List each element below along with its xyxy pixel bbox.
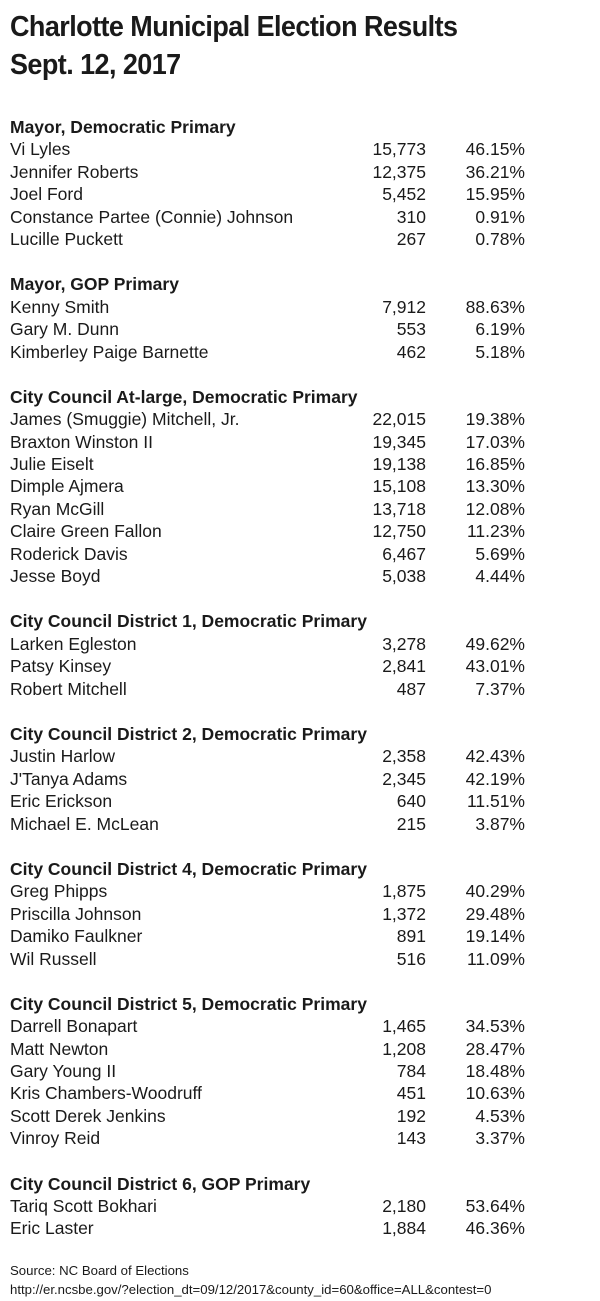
vote-percent: 7.37% [475, 678, 525, 699]
candidate-name: Kimberley Paige Barnette [10, 341, 209, 362]
candidate-name: Gary Young II [10, 1061, 117, 1082]
section-heading: City Council District 4, Democratic Primary [10, 858, 367, 879]
vote-count: 267 [396, 228, 426, 249]
vote-percent: 43.01% [465, 656, 525, 677]
section-heading: Mayor, Democratic Primary [10, 117, 236, 137]
candidate-row [10, 318, 590, 340]
vote-count: 2,345 [382, 768, 426, 789]
vote-count: 2,841 [382, 656, 426, 677]
vote-count: 2,358 [382, 746, 426, 767]
candidate-row [10, 341, 590, 363]
candidate-name: Roderick Davis [10, 543, 128, 564]
candidate-name: Greg Phipps [10, 881, 108, 902]
candidate-row [10, 138, 590, 160]
vote-percent: 0.78% [475, 228, 525, 249]
vote-count: 13,718 [372, 498, 426, 519]
vote-count: 22,015 [372, 409, 426, 430]
candidate-row [10, 633, 590, 655]
vote-percent: 19.38% [465, 409, 525, 430]
vote-percent: 12.08% [465, 498, 525, 519]
candidate-name: Jennifer Roberts [10, 161, 139, 182]
results-section [10, 723, 590, 835]
title-line-1: Charlotte Municipal Election Results [10, 11, 458, 43]
results-section [10, 858, 590, 970]
vote-percent: 3.37% [475, 1128, 525, 1149]
vote-count: 3,278 [382, 633, 426, 654]
candidate-name: Vi Lyles [10, 139, 71, 160]
candidate-name: Patsy Kinsey [10, 656, 112, 677]
candidate-row [10, 431, 590, 453]
candidate-row [10, 161, 590, 183]
candidate-name: Damiko Faulkner [10, 926, 143, 947]
vote-count: 215 [396, 813, 426, 834]
candidate-name: Julie Eiselt [10, 454, 94, 475]
vote-count: 2,180 [382, 1196, 426, 1217]
candidate-row [10, 813, 590, 835]
candidate-name: Scott Derek Jenkins [10, 1105, 166, 1126]
vote-count: 1,465 [382, 1016, 426, 1037]
candidate-name: Larken Egleston [10, 633, 137, 654]
vote-percent: 3.87% [475, 813, 525, 834]
section-heading: City Council District 5, Democratic Primary [10, 993, 367, 1014]
vote-percent: 17.03% [465, 431, 525, 452]
vote-count: 451 [396, 1083, 426, 1104]
vote-count: 640 [396, 791, 426, 812]
vote-count: 19,138 [372, 454, 426, 475]
candidate-name: Matt Newton [10, 1038, 109, 1059]
vote-count: 1,884 [382, 1218, 426, 1239]
vote-percent: 28.47% [465, 1038, 525, 1059]
vote-percent: 36.21% [465, 161, 525, 182]
candidate-row [10, 228, 590, 250]
candidate-name: Ryan McGill [10, 498, 105, 519]
vote-percent: 42.43% [465, 746, 525, 767]
results-section [10, 993, 590, 1150]
candidate-name: Vinroy Reid [10, 1128, 101, 1149]
candidate-name: Eric Laster [10, 1218, 94, 1239]
candidate-row [10, 678, 590, 700]
candidate-name: Tariq Scott Bokhari [10, 1196, 157, 1217]
vote-percent: 16.85% [465, 454, 525, 475]
vote-percent: 5.69% [475, 543, 525, 564]
vote-percent: 19.14% [465, 926, 525, 947]
vote-count: 12,375 [372, 161, 426, 182]
candidate-name: Eric Erickson [10, 791, 113, 812]
vote-count: 462 [396, 341, 426, 362]
candidate-row [10, 520, 590, 542]
page-title [10, 8, 457, 84]
vote-percent: 6.19% [475, 319, 525, 340]
candidate-row [10, 925, 590, 947]
candidate-name: Robert Mitchell [10, 678, 127, 699]
candidate-row [10, 880, 590, 902]
vote-count: 6,467 [382, 543, 426, 564]
vote-percent: 49.62% [465, 633, 525, 654]
vote-count: 1,875 [382, 881, 426, 902]
vote-percent: 10.63% [465, 1083, 525, 1104]
candidate-row [10, 655, 590, 677]
section-heading: City Council District 6, GOP Primary [10, 1173, 311, 1194]
vote-percent: 13.30% [465, 476, 525, 497]
candidate-name: Jesse Boyd [10, 566, 101, 587]
candidate-row [10, 408, 590, 430]
vote-count: 15,108 [372, 476, 426, 497]
candidate-row [10, 1038, 590, 1060]
vote-percent: 18.48% [465, 1061, 525, 1082]
candidate-name: Darrell Bonapart [10, 1016, 138, 1037]
results-section [10, 116, 590, 250]
section-heading: Mayor, GOP Primary [10, 274, 179, 295]
vote-percent: 5.18% [475, 341, 525, 362]
candidate-row [10, 296, 590, 318]
candidate-row [10, 543, 590, 565]
vote-count: 5,038 [382, 566, 426, 587]
results-section [10, 1173, 590, 1240]
vote-percent: 11.51% [466, 791, 525, 812]
title-line-2: Sept. 12, 2017 [10, 49, 181, 81]
results-list [10, 116, 590, 1263]
candidate-row [10, 206, 590, 228]
candidate-name: Braxton Winston II [10, 431, 153, 452]
vote-count: 516 [396, 948, 426, 969]
vote-count: 553 [396, 319, 426, 340]
candidate-name: Gary M. Dunn [10, 319, 119, 340]
candidate-row [10, 498, 590, 520]
vote-percent: 0.91% [475, 206, 525, 227]
vote-percent: 15.95% [465, 184, 525, 205]
candidate-row [10, 1060, 590, 1082]
results-section [10, 386, 590, 588]
vote-count: 15,773 [372, 139, 426, 160]
candidate-row [10, 475, 590, 497]
vote-percent: 42.19% [465, 768, 525, 789]
vote-count: 487 [396, 678, 426, 699]
vote-percent: 88.63% [465, 296, 525, 317]
candidate-row [10, 453, 590, 475]
source-url: http://er.ncsbe.gov/?election_dt=09/12/2017&county_id=60&office=ALL&contest=0 [10, 1282, 492, 1297]
candidate-row [10, 183, 590, 205]
candidate-row [10, 565, 590, 587]
vote-percent: 34.53% [465, 1016, 525, 1037]
candidate-name: James (Smuggie) Mitchell, Jr. [10, 409, 240, 430]
candidate-row [10, 768, 590, 790]
candidate-row [10, 1217, 590, 1239]
vote-percent: 4.53% [475, 1105, 525, 1126]
vote-count: 19,345 [372, 431, 426, 452]
candidate-name: Kenny Smith [10, 296, 110, 317]
vote-count: 310 [396, 206, 426, 227]
section-heading: City Council District 1, Democratic Primary [10, 611, 367, 632]
vote-count: 1,372 [382, 903, 426, 924]
vote-percent: 46.15% [465, 139, 525, 160]
vote-count: 784 [396, 1061, 426, 1082]
candidate-name: Lucille Puckett [10, 228, 123, 249]
vote-percent: 53.64% [465, 1196, 525, 1217]
source-note [10, 1261, 491, 1299]
vote-percent: 11.23% [466, 521, 525, 542]
section-heading: City Council District 2, Democratic Primary [10, 723, 367, 744]
candidate-row [10, 948, 590, 970]
vote-count: 7,912 [382, 296, 426, 317]
vote-percent: 46.36% [465, 1218, 525, 1239]
vote-count: 891 [396, 926, 426, 947]
candidate-name: Michael E. McLean [10, 813, 159, 834]
vote-percent: 29.48% [465, 903, 525, 924]
candidate-row [10, 1195, 590, 1217]
results-section [10, 610, 590, 700]
vote-count: 12,750 [372, 521, 426, 542]
candidate-row [10, 1082, 590, 1104]
candidate-row [10, 1105, 590, 1127]
vote-percent: 40.29% [465, 881, 525, 902]
candidate-name: Kris Chambers-Woodruff [10, 1083, 202, 1104]
candidate-row [10, 1015, 590, 1037]
section-heading: City Council At-large, Democratic Primary [10, 386, 358, 407]
candidate-name: Wil Russell [10, 948, 97, 969]
results-section [10, 273, 590, 363]
source-label: Source: NC Board of Elections [10, 1263, 189, 1278]
candidate-name: Justin Harlow [10, 746, 116, 767]
candidate-name: J'Tanya Adams [10, 768, 128, 789]
vote-count: 1,208 [382, 1038, 426, 1059]
vote-count: 5,452 [382, 184, 426, 205]
candidate-row [10, 790, 590, 812]
candidate-row [10, 1127, 590, 1149]
candidate-row [10, 903, 590, 925]
vote-count: 143 [396, 1128, 426, 1149]
vote-percent: 11.09% [466, 948, 525, 969]
vote-percent: 4.44% [475, 566, 525, 587]
candidate-row [10, 745, 590, 767]
candidate-name: Claire Green Fallon [10, 521, 162, 542]
candidate-name: Dimple Ajmera [10, 476, 124, 497]
candidate-name: Priscilla Johnson [10, 903, 142, 924]
candidate-name: Joel Ford [10, 184, 83, 205]
candidate-name: Constance Partee (Connie) Johnson [10, 206, 294, 227]
vote-count: 192 [396, 1105, 426, 1126]
